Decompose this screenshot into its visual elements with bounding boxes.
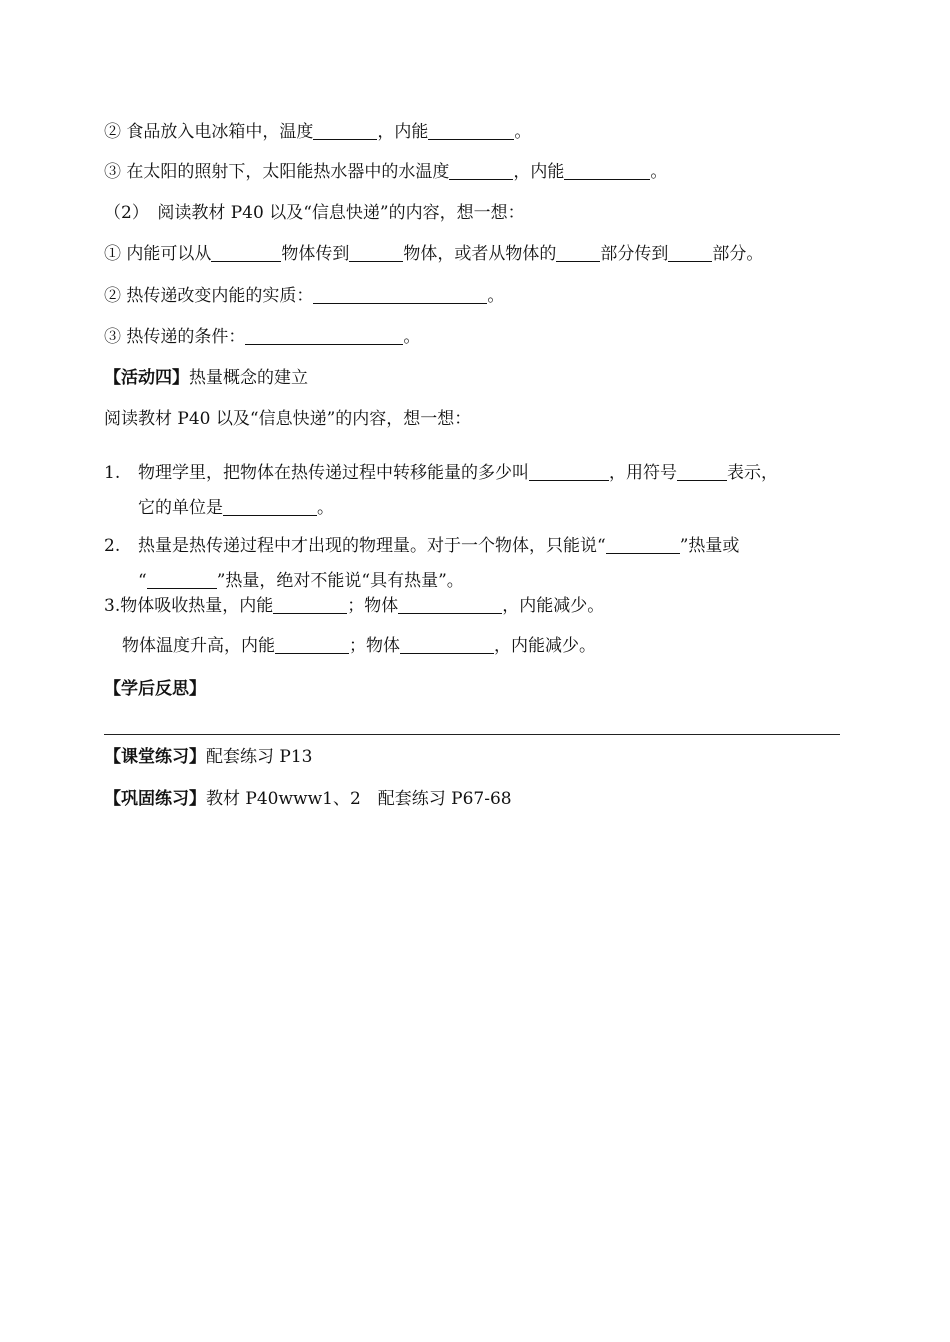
line-solar-heater: ③ 在太阳的照射下，太阳能热水器中的水温度 ，内能 。 xyxy=(104,162,668,182)
item-2: 2. 热量是热传递过程中才出现的物理量。对于一个物体，只能说“ ”热量或 xyxy=(104,536,740,556)
blank xyxy=(147,571,217,589)
item-3: 3.物体吸收热量，内能 ；物体 ，内能减少。 xyxy=(104,596,605,616)
consolidation-practice: 【巩固练习】教材 P40www1、2 配套练习 P67-68 xyxy=(104,789,512,809)
line-condition: ③ 热传递的条件： 。 xyxy=(104,327,421,347)
blank xyxy=(223,498,317,516)
blank xyxy=(313,122,377,140)
line-read-intro-2: 阅读教材 P40 以及“信息快递”的内容，想一想： xyxy=(104,409,472,429)
blank xyxy=(529,463,609,481)
blank xyxy=(245,327,403,345)
blank xyxy=(313,286,487,304)
blank xyxy=(275,636,349,654)
class-practice: 【课堂练习】配套练习 P13 xyxy=(104,747,313,767)
section-title-activity4: 【活动四】热量概念的建立 xyxy=(104,368,308,388)
section-title-reflection: 【学后反思】 xyxy=(104,679,206,699)
item-1-cont: 它的单位是 。 xyxy=(138,498,334,518)
blank xyxy=(668,244,712,262)
blank xyxy=(428,122,514,140)
blank xyxy=(398,596,502,614)
line-essence: ② 热传递改变内能的实质： 。 xyxy=(104,286,505,306)
line-transfer-direction: ① 内能可以从 物体传到 物体，或者从物体的 部分传到 部分。 xyxy=(104,244,764,264)
item-3-second: 物体温度升高，内能 ；物体 ，内能减少。 xyxy=(122,636,596,656)
line-read-intro: （2） 阅读教材 P40 以及“信息快递”的内容，想一想： xyxy=(104,203,525,223)
blank xyxy=(273,596,347,614)
item-1: 1. 物理学里，把物体在热传递过程中转移能量的多少叫 ，用符号 表示， xyxy=(104,463,778,483)
blank xyxy=(349,244,403,262)
blank xyxy=(556,244,600,262)
line-food-fridge: ② 食品放入电冰箱中，温度 ，内能 。 xyxy=(104,122,532,142)
blank xyxy=(677,463,727,481)
reflection-line[interactable] xyxy=(104,734,840,735)
blank xyxy=(449,162,513,180)
blank xyxy=(564,162,650,180)
blank xyxy=(400,636,494,654)
blank xyxy=(211,244,281,262)
item-2-cont: “ ”热量，绝对不能说“具有热量”。 xyxy=(138,571,464,591)
blank xyxy=(606,536,680,554)
